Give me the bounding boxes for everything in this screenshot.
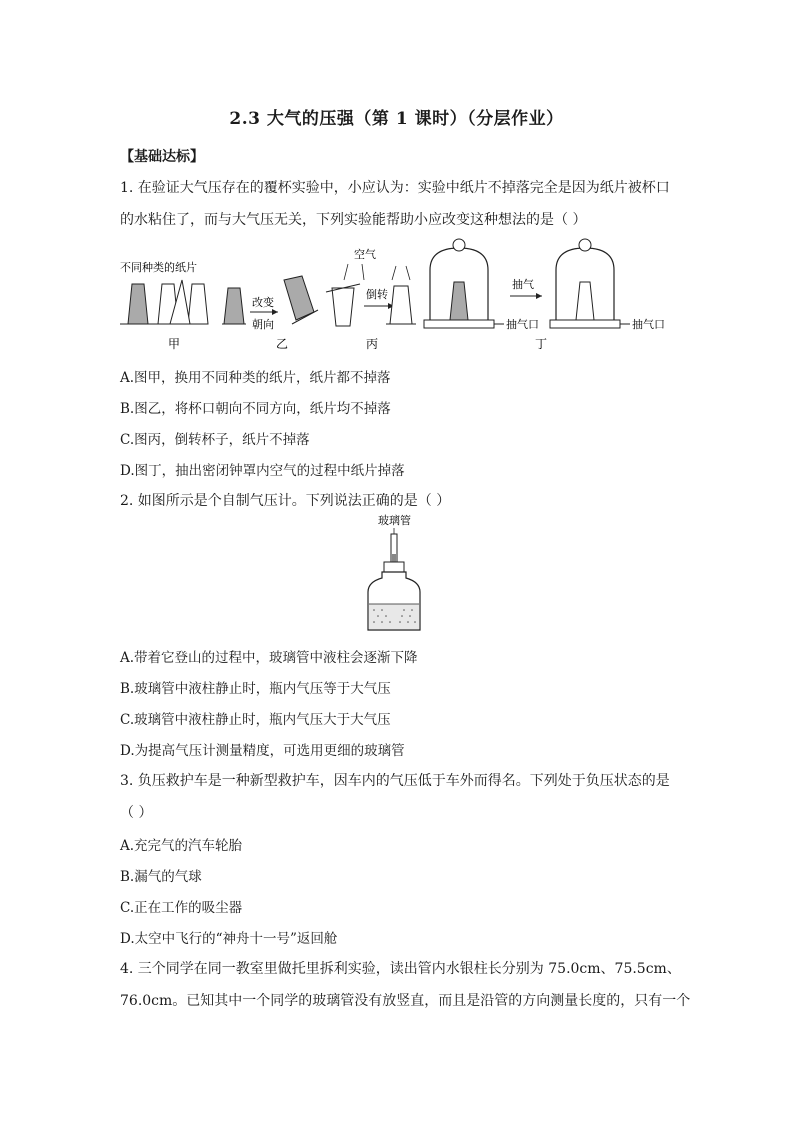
caption-yi: 乙	[276, 337, 289, 351]
q3-text-line1: 3. 负压救护车是一种新型救护车，因车内的气压低于车外而得名。下列处于负压状态的是	[120, 773, 670, 789]
q1-option-d: D.图丁，抽出密闭钟罩内空气的过程中纸片掉落	[120, 463, 405, 479]
q4-text-line2: 76.0cm。已知其中一个同学的玻璃管没有放竖直，而且是沿管的方向测量长度的，只有一个	[120, 993, 691, 1009]
label-paper-types: 不同种类的纸片	[120, 261, 197, 274]
cup-bing-1	[332, 288, 354, 326]
q3-option-c: C.正在工作的吸尘器	[120, 900, 243, 916]
q1-figure	[118, 236, 678, 356]
q2-option-d: D.为提高气压计测量精度，可选用更细的玻璃管	[120, 743, 405, 759]
q2-option-a: A.带着它登山的过程中，玻璃管中液柱会逐渐下降	[120, 650, 418, 666]
q2-barometer-figure	[360, 512, 450, 636]
caption-jia: 甲	[168, 337, 181, 351]
q1-option-c: C.图丙，倒转杯子，纸片不掉落	[120, 432, 310, 448]
label-outlet-left: 抽气口	[506, 318, 539, 331]
q3-text-line2: （ ）	[120, 805, 153, 821]
cup-jia-1	[128, 284, 148, 324]
q1-option-a: A.图甲，换用不同种类的纸片，纸片都不掉落	[120, 370, 391, 386]
cup-bing-2	[390, 286, 412, 324]
caption-ding: 丁	[535, 337, 548, 351]
label-invert: 倒转	[366, 288, 388, 301]
q2-text-line1: 2. 如图所示是个自制气压计。下列说法正确的是（ ）	[120, 493, 451, 509]
caption-bing: 丙	[366, 337, 379, 351]
q1-text-line1: 1. 在验证大气压存在的覆杯实验中，小应认为：实验中纸片不掉落完全是因为纸片被杯口	[120, 180, 670, 196]
label-outlet-right: 抽气口	[632, 318, 665, 331]
q1-text-line2: 的水粘住了，而与大气压无关，下列实验能帮助小应改变这种想法的是（ ）	[120, 212, 587, 228]
label-direction: 朝向	[252, 318, 274, 331]
cup-yi-1	[224, 288, 244, 324]
label-change: 改变	[252, 296, 274, 309]
section-heading: 【基础达标】	[120, 149, 204, 165]
q4-text-line1: 4. 三个同学在同一教室里做托里拆利实验，读出管内水银柱长分别为 75.0cm、75.5cm、	[120, 961, 681, 977]
q2-option-c: C.玻璃管中液柱静止时，瓶内气压大于大气压	[120, 712, 391, 728]
cup-yi-2	[284, 276, 314, 320]
label-air: 空气	[354, 248, 376, 261]
q3-option-a: A.充完气的汽车轮胎	[120, 838, 243, 854]
stopper	[384, 562, 404, 572]
q2-option-b: B.玻璃管中液柱静止时，瓶内气压等于大气压	[120, 681, 391, 697]
label-pump: 抽气	[512, 278, 534, 291]
q1-option-b: B.图乙，将杯口朝向不同方向，纸片均不掉落	[120, 401, 391, 417]
page-title: 2.3 大气的压强（第 1 课时）（分层作业）	[229, 109, 564, 129]
cup-jia-3	[188, 284, 208, 324]
label-glass-tube: 玻璃管	[378, 514, 411, 527]
q3-option-d: D.太空中飞行的“神舟十一号”返回舱	[120, 931, 338, 947]
q3-option-b: B.漏气的气球	[120, 869, 202, 885]
